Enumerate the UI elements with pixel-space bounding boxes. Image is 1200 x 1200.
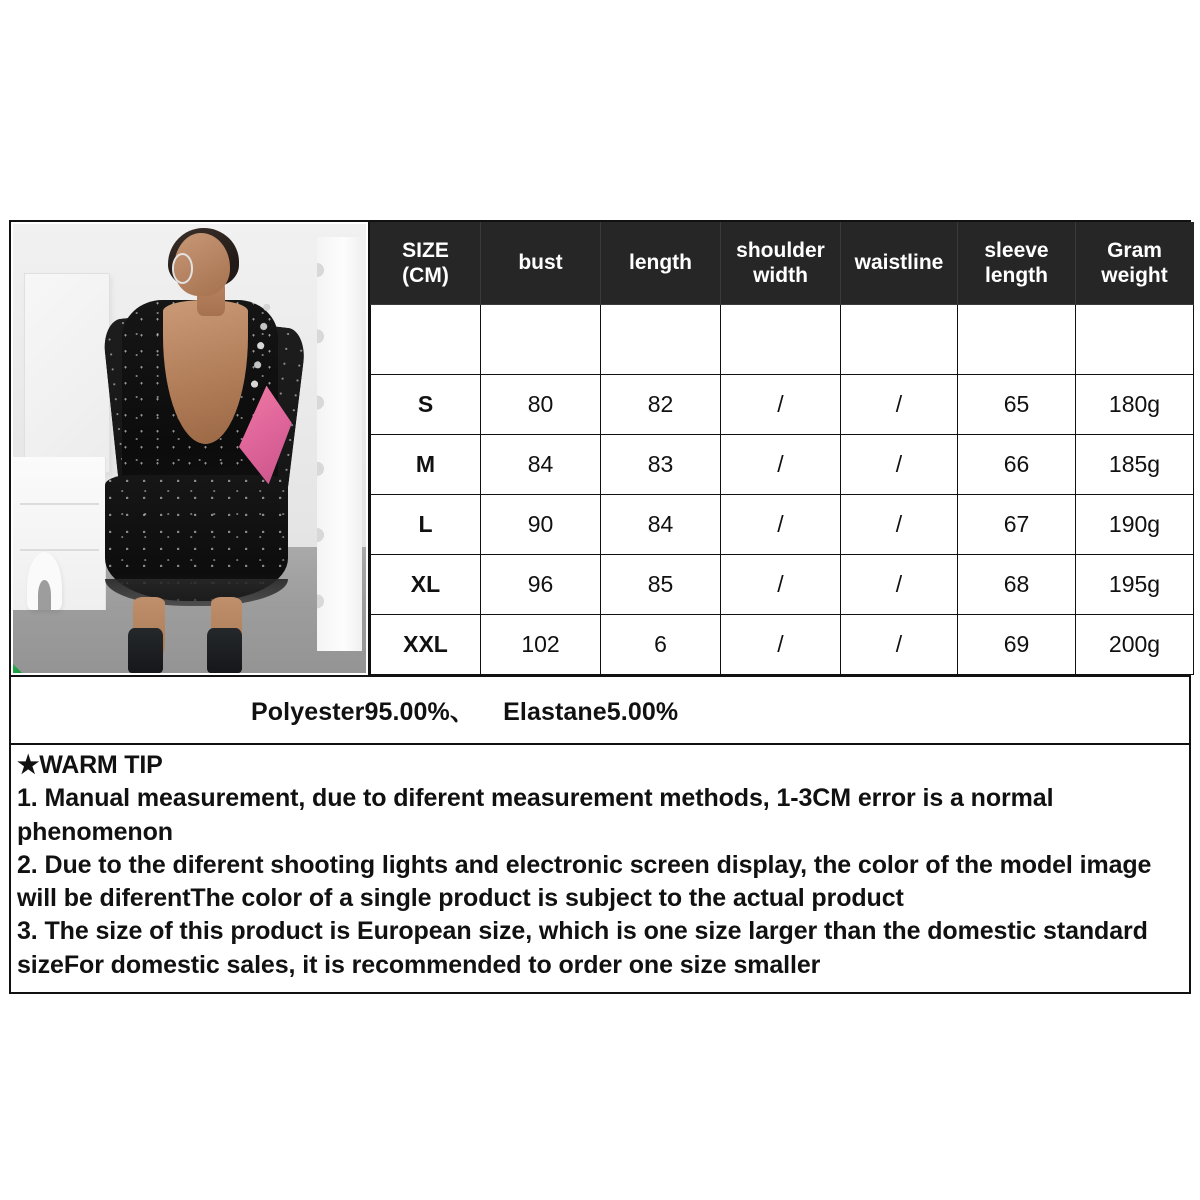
measurements-table [370, 222, 1194, 675]
table-cell-waistline: / [841, 555, 958, 615]
table-cell-length: 82 [601, 375, 721, 435]
table-cell-length: 83 [601, 435, 721, 495]
table-cell-shoulder_width: / [721, 615, 841, 675]
table-cell-length: 85 [601, 555, 721, 615]
table-spacer-cell-bust [481, 305, 601, 375]
table-spacer-cell-size [371, 305, 481, 375]
column-header-gram-weight [1076, 223, 1194, 305]
warm-tip-item-3: 3. The size of this product is European size, which is one size larger than the domestic standard sizeFor domestic sales, it is recommended to order one size smaller [17, 917, 1148, 979]
column-header-bust-label: bust [518, 251, 563, 275]
table-cell-sleeve_length: 65 [958, 375, 1076, 435]
table-cell-shoulder_width: / [721, 375, 841, 435]
material-composition-text: Polyester95.00%、 Elastane5.00% [251, 698, 679, 726]
table-cell-bust: 90 [481, 495, 601, 555]
table-cell-bust: 96 [481, 555, 601, 615]
table-cell-length: 6 [601, 615, 721, 675]
table-cell-gram_weight: 185g [1076, 435, 1194, 495]
warm-tip-item-2: 2. Due to the diferent shooting lights and electronic screen display, the color of the model image will be diferentThe color of a single product is subject to the actual product [17, 850, 1152, 912]
table-cell-gram_weight: 190g [1076, 495, 1194, 555]
table-cell-sleeve_length: 68 [958, 555, 1076, 615]
table-spacer-cell-waistline [841, 305, 958, 375]
chart-top-section [9, 220, 1191, 677]
column-header-size-unit: (CM) [402, 263, 449, 287]
table-cell-sleeve_length: 67 [958, 495, 1076, 555]
column-header-waistline [841, 223, 958, 305]
table-spacer-cell-shoulder_width [721, 305, 841, 375]
column-header-size [371, 223, 481, 305]
model-right-boot [207, 628, 242, 673]
column-header-waistline-label: waistline [854, 251, 944, 275]
table-cell-size: XL [371, 555, 481, 615]
table-cell-waistline: / [841, 495, 958, 555]
table-spacer-row [371, 305, 1194, 375]
photo-wave-panel [317, 237, 363, 650]
table-cell-size: L [371, 495, 481, 555]
table-header-row [371, 223, 1194, 305]
column-header-gram-weight-line2: weight [1101, 263, 1168, 287]
table-cell-sleeve_length: 66 [958, 435, 1076, 495]
table-cell-sleeve_length: 69 [958, 615, 1076, 675]
table-spacer-cell-gram_weight [1076, 305, 1194, 375]
column-header-sleeve-length [958, 223, 1076, 305]
table-cell-bust: 84 [481, 435, 601, 495]
product-photo-cell [11, 222, 370, 675]
column-header-shoulder-width-line1: shoulder [736, 238, 825, 262]
table-cell-waistline: / [841, 375, 958, 435]
column-header-sleeve-length-line2: length [985, 263, 1048, 287]
table-cell-bust: 102 [481, 615, 601, 675]
table-row [371, 495, 1194, 555]
column-header-length-label: length [629, 251, 692, 275]
photo-wall-canvas [24, 273, 111, 473]
column-header-sleeve-length-line1: sleeve [984, 238, 1049, 262]
table-spacer-cell-length [601, 305, 721, 375]
table-cell-size: S [371, 375, 481, 435]
warm-tip-title: ★WARM TIP [17, 751, 163, 779]
model-left-boot [128, 628, 163, 673]
material-composition-row [9, 677, 1191, 745]
warm-tip-block [9, 745, 1191, 994]
table-cell-gram_weight: 180g [1076, 375, 1194, 435]
table-cell-length: 84 [601, 495, 721, 555]
table-cell-size: XXL [371, 615, 481, 675]
measurements-table-body [371, 305, 1194, 675]
table-cell-gram_weight: 195g [1076, 555, 1194, 615]
table-row [371, 555, 1194, 615]
table-row [371, 615, 1194, 675]
table-cell-shoulder_width: / [721, 555, 841, 615]
table-cell-shoulder_width: / [721, 495, 841, 555]
table-cell-waistline: / [841, 435, 958, 495]
column-header-size-label: SIZE [402, 238, 449, 262]
column-header-shoulder-width [721, 223, 841, 305]
table-cell-waistline: / [841, 615, 958, 675]
table-row [371, 435, 1194, 495]
table-cell-size: M [371, 435, 481, 495]
table-cell-bust: 80 [481, 375, 601, 435]
table-spacer-cell-sleeve_length [958, 305, 1076, 375]
table-row [371, 375, 1194, 435]
size-chart-block [9, 220, 1191, 994]
table-cell-gram_weight: 200g [1076, 615, 1194, 675]
column-header-length [601, 223, 721, 305]
column-header-bust [481, 223, 601, 305]
product-photo [13, 224, 366, 673]
column-header-shoulder-width-line2: width [753, 263, 808, 287]
warm-tip-item-1: 1. Manual measurement, due to diferent measurement methods, 1-3CM error is a normal phenomenon [17, 784, 1054, 846]
column-header-gram-weight-line1: Gram [1107, 238, 1162, 262]
table-cell-shoulder_width: / [721, 435, 841, 495]
